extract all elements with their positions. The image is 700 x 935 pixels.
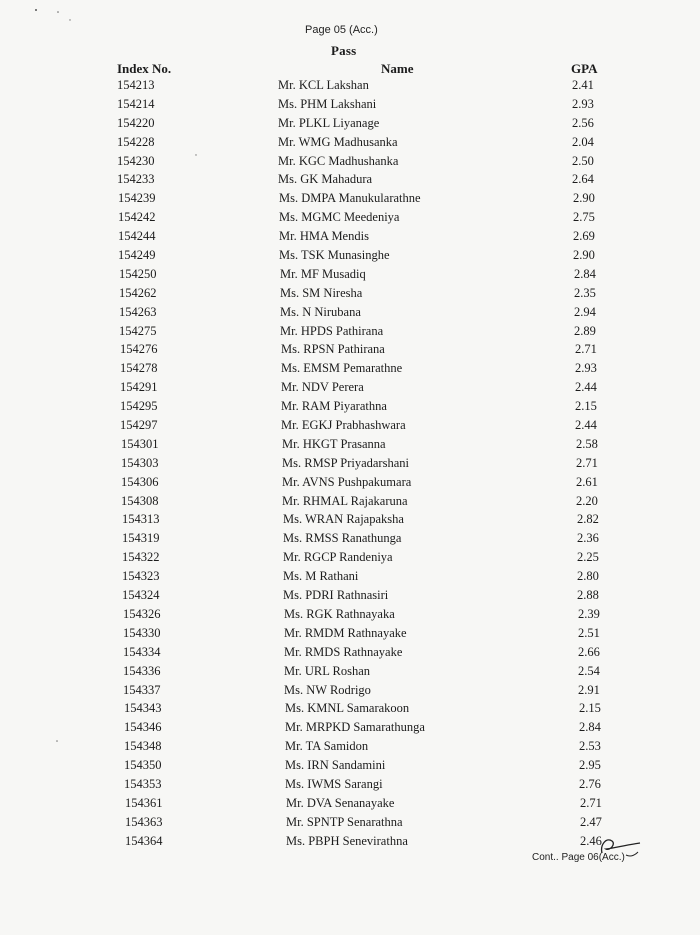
name-cell: Mr. RMDM Rathnayake xyxy=(284,625,407,640)
table-row xyxy=(0,340,700,359)
table-row xyxy=(0,586,700,605)
table-row xyxy=(0,265,700,284)
name-cell: Mr. SPNTP Senarathna xyxy=(286,814,403,829)
gpa-cell: 2.66 xyxy=(578,644,600,659)
name-cell: Ms. PBPH Senevirathna xyxy=(286,833,408,848)
table-row xyxy=(0,548,700,567)
index-cell: 154319 xyxy=(122,531,160,546)
gpa-cell: 2.15 xyxy=(575,399,597,414)
name-cell: Ms. N Nirubana xyxy=(280,304,361,319)
table-row xyxy=(0,76,700,95)
gpa-cell: 2.36 xyxy=(577,531,599,546)
name-cell: Mr. KGC Madhushanka xyxy=(278,153,399,168)
name-cell: Ms. MGMC Meedeniya xyxy=(279,210,400,225)
gpa-cell: 2.64 xyxy=(572,172,594,187)
gpa-cell: 2.04 xyxy=(572,134,594,149)
column-header-gpa: GPA xyxy=(571,61,598,76)
gpa-cell: 2.39 xyxy=(578,606,600,621)
table-row xyxy=(0,756,700,775)
index-cell: 154364 xyxy=(125,833,163,848)
index-cell: 154336 xyxy=(123,663,161,678)
index-cell: 154295 xyxy=(120,399,158,414)
table-row xyxy=(0,454,700,473)
index-cell: 154291 xyxy=(120,380,158,395)
index-cell: 154361 xyxy=(125,795,163,810)
name-cell: Mr. DVA Senanayake xyxy=(286,795,395,810)
table-row xyxy=(0,227,700,246)
table-row xyxy=(0,322,700,341)
table-row xyxy=(0,397,700,416)
gpa-cell: 2.44 xyxy=(575,380,597,395)
index-cell: 154306 xyxy=(121,474,159,489)
index-cell: 154263 xyxy=(119,304,157,319)
table-row xyxy=(0,246,700,265)
name-cell: Ms. WRAN Rajapaksha xyxy=(283,512,404,527)
index-cell: 154308 xyxy=(121,493,159,508)
name-cell: Mr. AVNS Pushpakumara xyxy=(282,474,412,489)
name-cell: Ms. RPSN Pathirana xyxy=(281,342,385,357)
gpa-cell: 2.20 xyxy=(576,493,598,508)
gpa-cell: 2.84 xyxy=(579,720,601,735)
table-row xyxy=(0,699,700,718)
gpa-cell: 2.90 xyxy=(573,191,595,206)
gpa-cell: 2.15 xyxy=(579,701,601,716)
section-label: Pass xyxy=(331,43,357,58)
gpa-cell: 2.25 xyxy=(577,550,599,565)
table-row xyxy=(0,662,700,681)
index-cell: 154276 xyxy=(120,342,158,357)
name-cell: Ms. GK Mahadura xyxy=(278,172,373,187)
table-row xyxy=(0,794,700,813)
index-cell: 154242 xyxy=(118,210,156,225)
gpa-cell: 2.54 xyxy=(578,663,600,678)
index-cell: 154228 xyxy=(117,134,155,149)
table-row xyxy=(0,114,700,133)
table-row xyxy=(0,133,700,152)
table-row xyxy=(0,170,700,189)
index-cell: 154239 xyxy=(118,191,156,206)
name-cell: Mr. RHMAL Rajakaruna xyxy=(282,493,408,508)
gpa-cell: 2.58 xyxy=(576,436,598,451)
gpa-cell: 2.44 xyxy=(575,418,597,433)
table-row xyxy=(0,510,700,529)
index-cell: 154278 xyxy=(120,361,158,376)
name-cell: Mr. MF Musadiq xyxy=(280,266,366,281)
table-row xyxy=(0,813,700,832)
gpa-cell: 2.51 xyxy=(578,625,600,640)
gpa-cell: 2.56 xyxy=(572,115,594,130)
index-cell: 154213 xyxy=(117,78,155,92)
name-cell: Ms. DMPA Manukularathne xyxy=(279,191,421,206)
gpa-cell: 2.50 xyxy=(572,153,594,168)
index-cell: 154324 xyxy=(122,588,160,603)
name-cell: Ms. RGK Rathnayaka xyxy=(284,606,395,621)
index-cell: 154322 xyxy=(122,550,160,565)
gpa-cell: 2.71 xyxy=(580,795,602,810)
table-row xyxy=(0,95,700,114)
column-header-index: Index No. xyxy=(117,61,172,76)
table-row xyxy=(0,189,700,208)
name-cell: Mr. TA Samidon xyxy=(285,739,369,754)
gpa-cell: 2.75 xyxy=(573,210,595,225)
table-row xyxy=(0,378,700,397)
table-row xyxy=(0,284,700,303)
gpa-cell: 2.69 xyxy=(573,229,595,244)
index-cell: 154343 xyxy=(124,701,162,716)
index-cell: 154350 xyxy=(124,758,162,773)
name-cell: Mr. RAM Piyarathna xyxy=(281,399,387,414)
page-title: Page 05 (Acc.) xyxy=(305,24,378,36)
table-row xyxy=(0,416,700,435)
gpa-cell: 2.41 xyxy=(572,78,594,92)
index-cell: 154348 xyxy=(124,739,162,754)
index-cell: 154303 xyxy=(121,455,159,470)
gpa-cell: 2.76 xyxy=(579,776,601,791)
gpa-cell: 2.35 xyxy=(574,285,596,300)
index-cell: 154275 xyxy=(119,323,157,338)
table-row xyxy=(0,473,700,492)
name-cell: Ms. KMNL Samarakoon xyxy=(285,701,410,716)
index-cell: 154346 xyxy=(124,720,162,735)
gpa-cell: 2.47 xyxy=(580,814,602,829)
name-cell: Mr. URL Roshan xyxy=(284,663,370,678)
index-cell: 154230 xyxy=(117,153,155,168)
table-row xyxy=(0,303,700,322)
gpa-cell: 2.88 xyxy=(577,588,599,603)
table-row xyxy=(0,832,700,851)
name-cell: Mr. HPDS Pathirana xyxy=(280,323,384,338)
index-cell: 154220 xyxy=(117,115,155,130)
index-cell: 154262 xyxy=(119,285,157,300)
name-cell: Ms. M Rathani xyxy=(283,569,359,584)
gpa-cell: 2.71 xyxy=(576,455,598,470)
index-cell: 154233 xyxy=(117,172,155,187)
index-cell: 154313 xyxy=(122,512,160,527)
index-cell: 154363 xyxy=(125,814,163,829)
table-row xyxy=(0,567,700,586)
index-cell: 154326 xyxy=(123,606,161,621)
table-row xyxy=(0,775,700,794)
gpa-cell: 2.91 xyxy=(578,682,600,697)
table-row xyxy=(0,624,700,643)
name-cell: Ms. IWMS Sarangi xyxy=(285,776,383,791)
gpa-cell: 2.71 xyxy=(575,342,597,357)
name-cell: Mr. HMA Mendis xyxy=(279,229,369,244)
results-table xyxy=(0,76,700,851)
index-cell: 154330 xyxy=(123,625,161,640)
table-row xyxy=(0,435,700,454)
name-cell: Mr. RMDS Rathnayake xyxy=(284,644,403,659)
gpa-cell: 2.90 xyxy=(573,248,595,263)
continuation-note: Cont.. Page 06(Acc.) xyxy=(532,852,625,863)
gpa-cell: 2.61 xyxy=(576,474,598,489)
name-cell: Mr. RGCP Randeniya xyxy=(283,550,393,565)
name-cell: Mr. KCL Lakshan xyxy=(278,78,369,92)
table-row xyxy=(0,681,700,700)
index-cell: 154250 xyxy=(119,266,157,281)
table-row xyxy=(0,718,700,737)
index-cell: 154297 xyxy=(120,418,158,433)
name-cell: Ms. EMSM Pemarathne xyxy=(281,361,403,376)
table-row xyxy=(0,359,700,378)
name-cell: Mr. PLKL Liyanage xyxy=(278,115,380,130)
table-row xyxy=(0,643,700,662)
name-cell: Ms. TSK Munasinghe xyxy=(279,248,390,263)
name-cell: Mr. EGKJ Prabhashwara xyxy=(281,418,406,433)
table-row xyxy=(0,737,700,756)
table-row xyxy=(0,492,700,511)
name-cell: Ms. NW Rodrigo xyxy=(284,682,371,697)
table-row xyxy=(0,152,700,171)
gpa-cell: 2.84 xyxy=(574,266,596,281)
gpa-cell: 2.53 xyxy=(579,739,601,754)
name-cell: Mr. WMG Madhusanka xyxy=(278,134,398,149)
gpa-cell: 2.46 xyxy=(580,833,602,848)
name-cell: Ms. SM Niresha xyxy=(280,285,363,300)
name-cell: Mr. NDV Perera xyxy=(281,380,364,395)
index-cell: 154323 xyxy=(122,569,160,584)
index-cell: 154353 xyxy=(124,776,162,791)
name-cell: Ms. PDRI Rathnasiri xyxy=(283,588,389,603)
name-cell: Ms. IRN Sandamini xyxy=(285,758,386,773)
gpa-cell: 2.82 xyxy=(577,512,599,527)
gpa-cell: 2.89 xyxy=(574,323,596,338)
index-cell: 154334 xyxy=(123,644,161,659)
name-cell: Mr. HKGT Prasanna xyxy=(282,436,386,451)
table-row xyxy=(0,605,700,624)
name-cell: Mr. MRPKD Samarathunga xyxy=(285,720,425,735)
index-cell: 154244 xyxy=(118,229,156,244)
index-cell: 154249 xyxy=(118,248,156,263)
index-cell: 154301 xyxy=(121,436,159,451)
name-cell: Ms. PHM Lakshani xyxy=(278,96,377,111)
index-cell: 154337 xyxy=(123,682,161,697)
gpa-cell: 2.80 xyxy=(577,569,599,584)
column-header-name: Name xyxy=(381,61,414,76)
name-cell: Ms. RMSS Ranathunga xyxy=(283,531,402,546)
gpa-cell: 2.93 xyxy=(575,361,597,376)
gpa-cell: 2.94 xyxy=(574,304,596,319)
gpa-cell: 2.93 xyxy=(572,96,594,111)
name-cell: Ms. RMSP Priyadarshani xyxy=(282,455,409,470)
table-row xyxy=(0,208,700,227)
table-row xyxy=(0,529,700,548)
index-cell: 154214 xyxy=(117,96,155,111)
gpa-cell: 2.95 xyxy=(579,758,601,773)
